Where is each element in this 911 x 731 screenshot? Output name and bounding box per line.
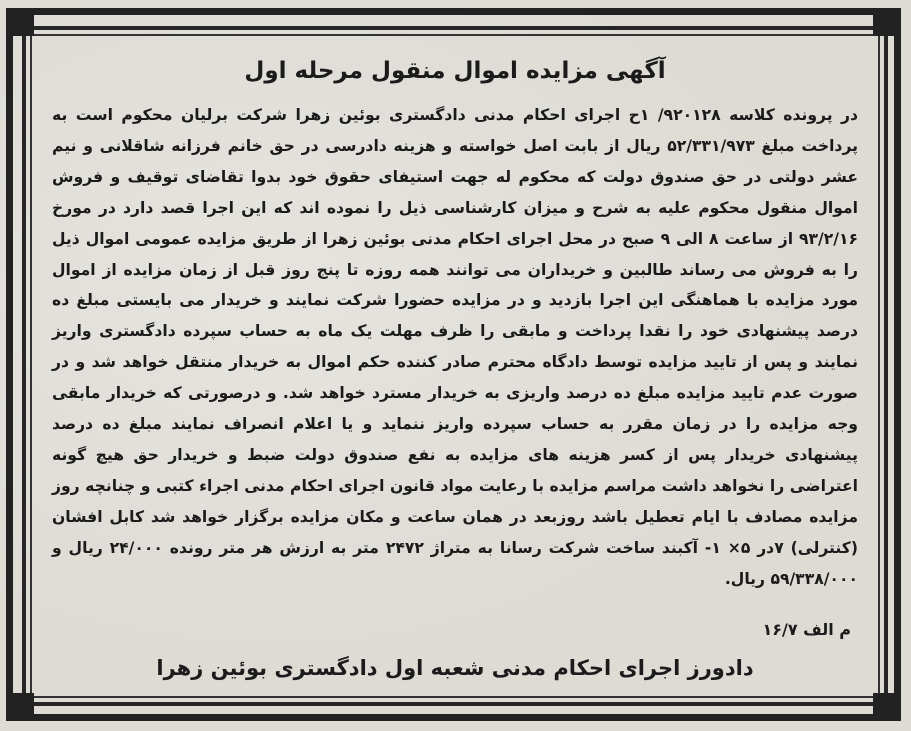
corner-ornament	[873, 10, 899, 36]
notice-body	[52, 100, 858, 595]
corner-ornament	[873, 693, 899, 719]
corner-ornament	[8, 10, 34, 36]
notice-body-text: در پرونده کلاسه ۹۲۰۱۲۸/ ۱ح اجرای احکام مدنی دادگستری بوئین زهرا شرکت برلیان محکوم است به پرداخت مبلغ ۵۲/۳۳۱/۹۷۳ ریال از بابت اصل خواسته و هزینه دادرسی در حق خانم فرزانه شاقلانی و نیم عشر دولتی در حق صندوق دولت که محکوم له جهت استیفای حقوق خود بدوا تقاضای توقیف و فروش اموال منقول محکوم علیه به شرح و میزان کارشناسی ذیل را نموده اند که این اجرا قصد دارد در مورخ ۹۳/۲/۱۶ از ساعت ۸ الی ۹ صبح در محل اجرای احکام مدنی بوئین زهرا از طریق مزایده عمومی اموال ذیل را به فروش می رساند طالبین و خریداران می توانند همه روزه تا پنج روز قبل از زمان مزایده از اموال مورد مزایده با هماهنگی این اجرا بازدید و در مزایده حضورا شرکت نمایند و خریدار می بایستی مبلغ ده درصد پیشنهادی خود را نقدا پرداخت و مابقی را ظرف مهلت یک ماه به حساب سپرده دادگستری واریز نمایند و پس از تایید مزایده توسط دادگاه محترم صادر کننده حکم اموال به خریدار منتقل خواهد شد و در صورت عدم تایید مزایده مبلغ ده درصد واریزی به خریدار مسترد خواهد شد. و درصورتی که خریدار مابقی وجه مزایده را در زمان مقرر به حساب سپرده واریز ننماید و یا اعلام انصراف نمایند مبلغ ده درصد پیشنهادی خریدار پس از کسر هزینه های مزایده به نفع صندوق دولت ضبط و خریدار حق هیچ گونه اعتراضی را نخواهد داشت مراسم مزایده با رعایت مواد قانون اجرای احکام مدنی اجراء کتبی و چنانچه روز مزایده مصادف با ایام تعطیل باشد روزبعد در همان ساعت و مکان مزایده برگزار خواهد شد کابل افشان (کنترلی) ۷در ۵× ۱- آکبند ساخت شرکت رسانا به متراژ ۲۴۷۲ متر به ارزش هر متر رونده ۲۴/۰۰۰ ریال و ۵۹/۳۳۸/۰۰۰ ریال.	[52, 106, 858, 588]
notice-title: آگهی مزایده اموال منقول مرحله اول	[244, 58, 666, 84]
notice-code: م الف ۱۶/۷	[762, 620, 851, 639]
notice-signature: دادورز اجرای احکام مدنی شعبه اول دادگستری بوئین زهرا	[156, 656, 754, 680]
corner-ornament	[8, 693, 34, 719]
